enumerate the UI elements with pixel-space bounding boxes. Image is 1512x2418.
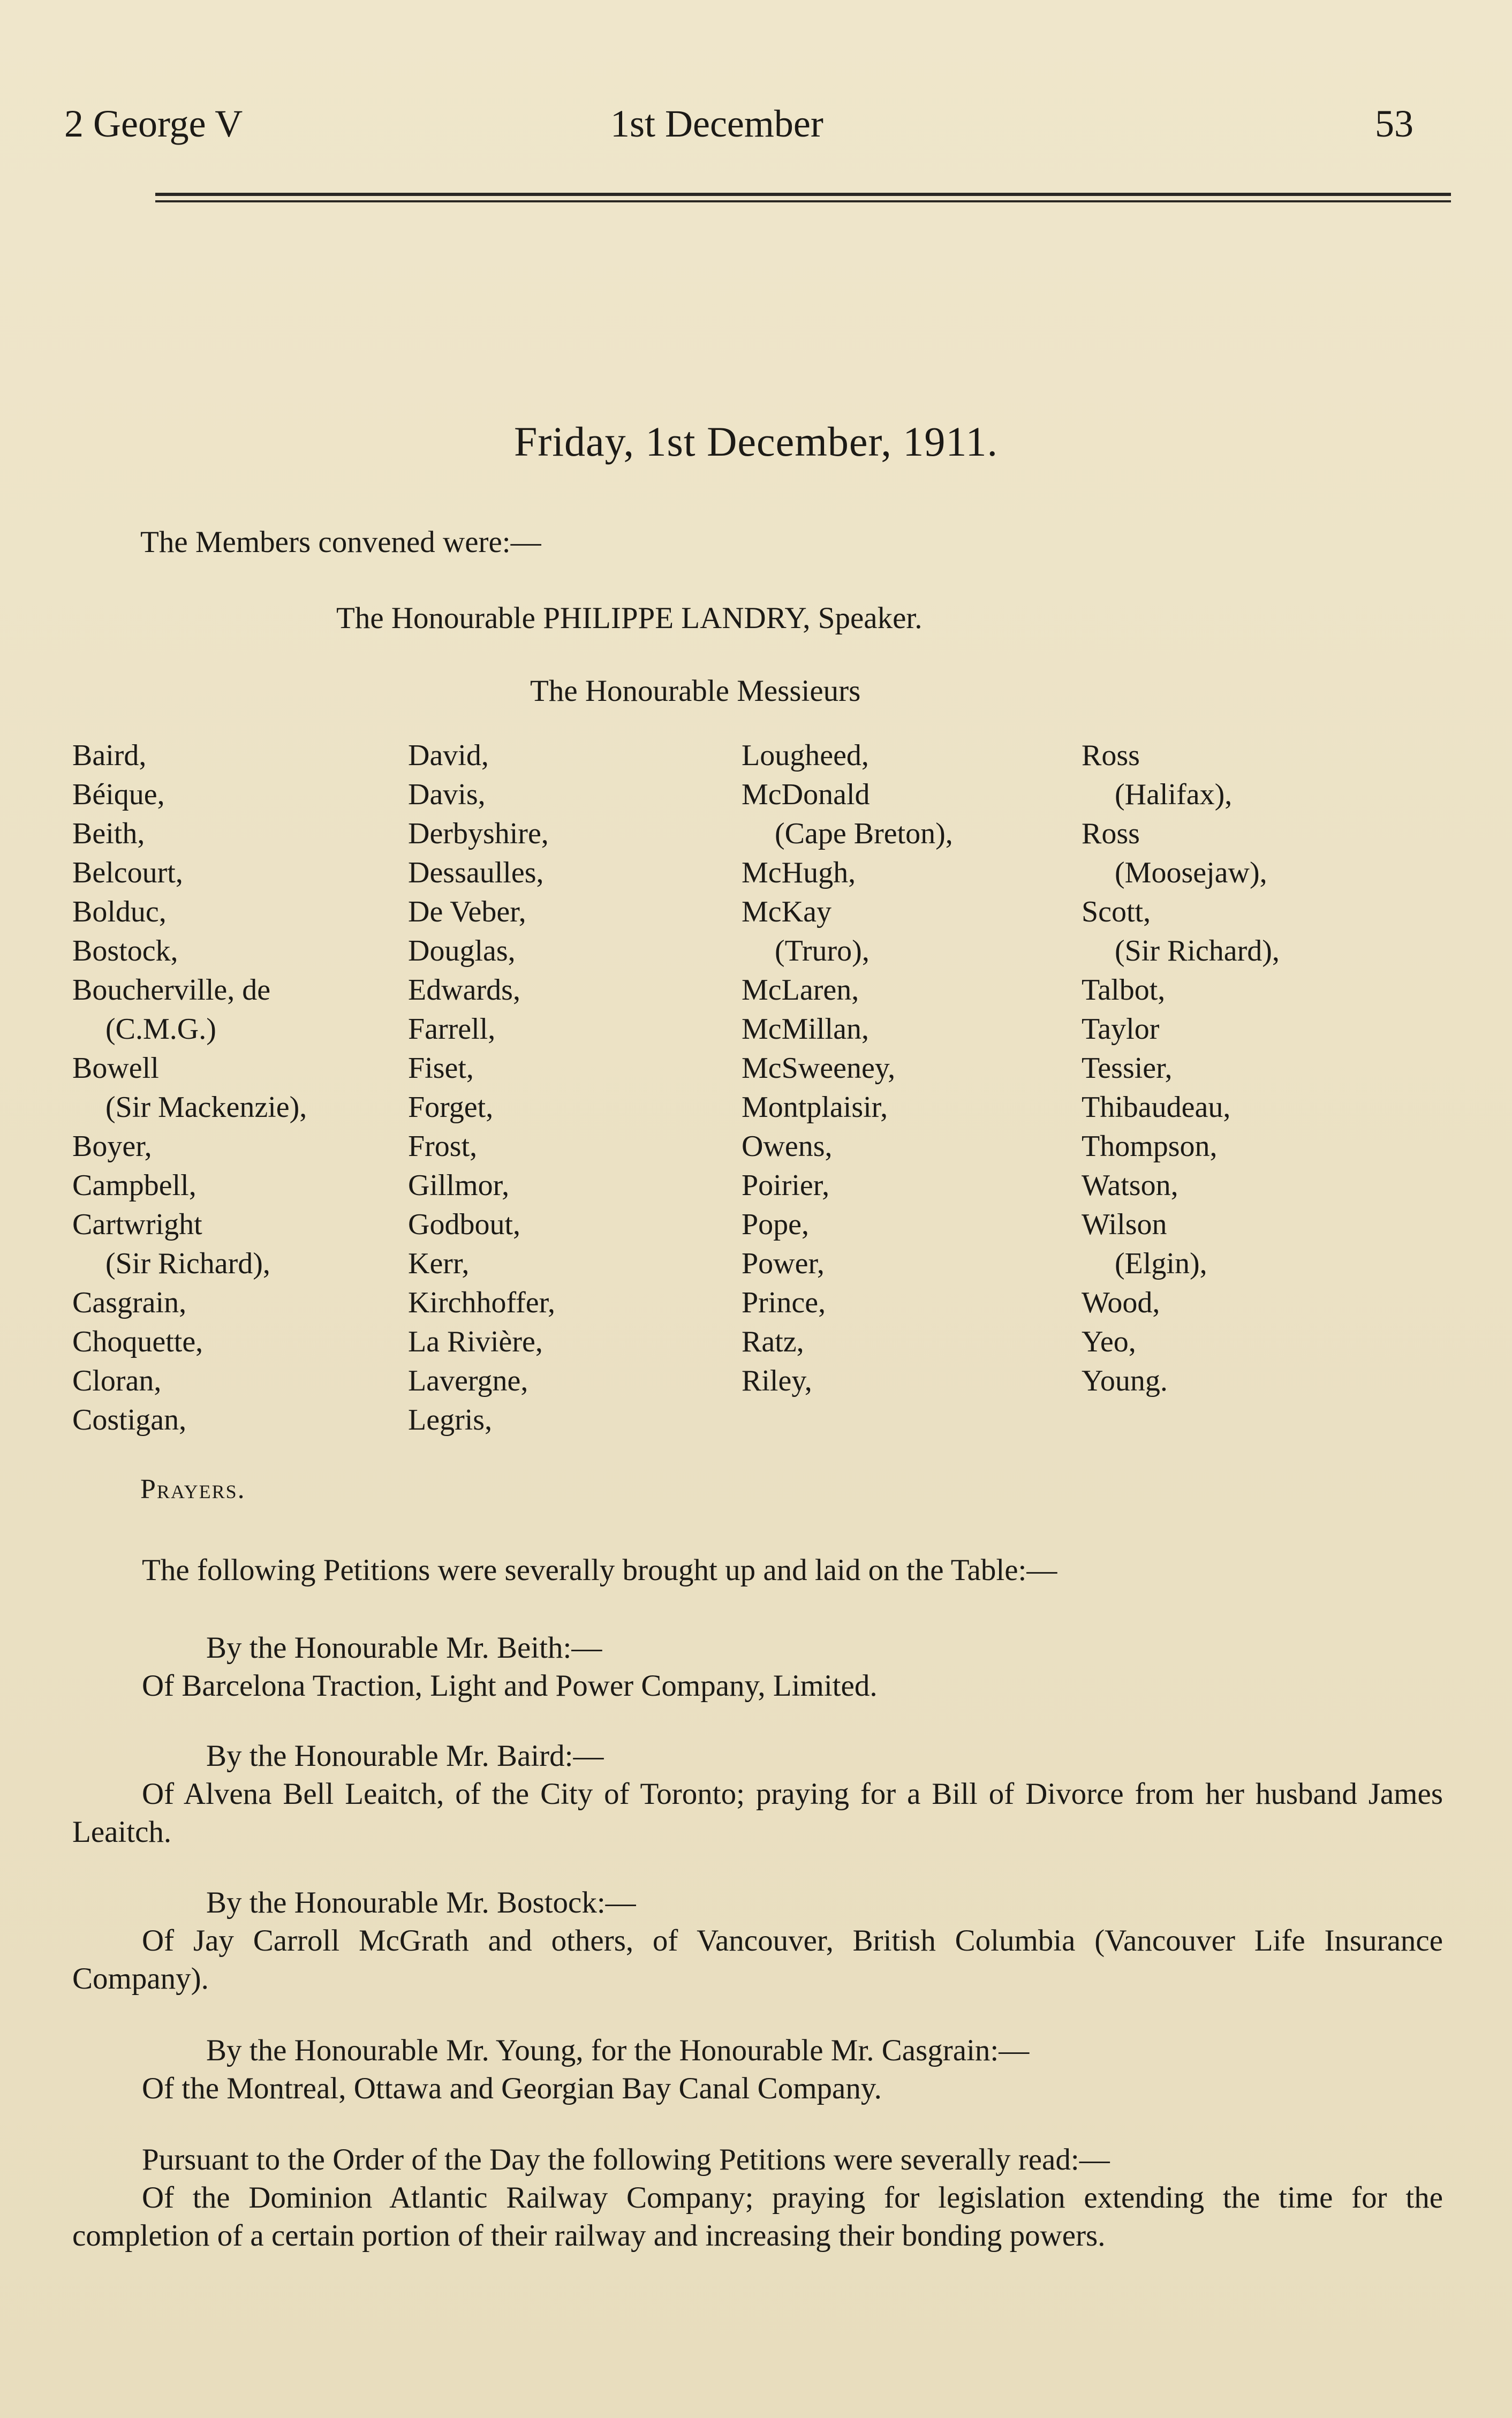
member-name: Ratz,: [742, 1325, 804, 1358]
member-name: Campbell,: [72, 1169, 196, 1202]
member-name: (Halifax),: [1115, 778, 1233, 811]
header-date: 1st December: [610, 102, 823, 145]
page-header: [64, 102, 1413, 150]
member-name: Derbyshire,: [408, 817, 549, 850]
member-name: David,: [408, 739, 489, 772]
member-name: Gillmor,: [408, 1169, 510, 1202]
members-column-4: [1082, 736, 1280, 1401]
member-name: (C.M.G.): [105, 1012, 216, 1046]
petition-baird: [72, 1737, 1443, 1851]
member-name: De Veber,: [408, 895, 526, 928]
members-column-3: [742, 736, 953, 1401]
member-name: Ross: [1082, 739, 1140, 772]
pursuant-text: Pursuant to the Order of the Day the following Petitions were severally read:—: [142, 2143, 1110, 2177]
member-name: (Sir Richard),: [1115, 934, 1280, 968]
member-name: Bostock,: [72, 934, 178, 968]
member-name: Legris,: [408, 1403, 493, 1437]
member-name: Power,: [742, 1247, 825, 1280]
member-name: Dessaulles,: [408, 856, 544, 889]
messieurs-heading: The Honourable Messieurs: [530, 674, 861, 708]
member-name: McDonald: [742, 778, 870, 811]
member-name: Ross: [1082, 817, 1140, 850]
member-name: Farrell,: [408, 1012, 496, 1046]
member-name: Choquette,: [72, 1325, 203, 1358]
member-name: Thompson,: [1082, 1130, 1218, 1163]
member-name: Young.: [1082, 1364, 1168, 1397]
member-name: McMillan,: [742, 1012, 869, 1046]
member-name: Taylor: [1082, 1012, 1160, 1046]
header-rule: [155, 193, 1451, 196]
member-name: Prince,: [742, 1286, 826, 1319]
petition-presenter: By the Honourable Mr. Beith:—: [206, 1631, 602, 1665]
member-name: Douglas,: [408, 934, 516, 968]
speaker-line: The Honourable PHILIPPE LANDRY, Speaker.: [336, 601, 923, 635]
member-name: Pope,: [742, 1208, 809, 1241]
petition-young: [72, 2031, 1443, 2107]
member-name: Bowell: [72, 1052, 159, 1085]
member-name: Talbot,: [1082, 973, 1166, 1007]
members-intro: The Members convened were:—: [140, 525, 541, 559]
header-session: 2 George V: [64, 102, 243, 145]
member-name: McSweeney,: [742, 1052, 896, 1085]
member-name: (Cape Breton),: [775, 817, 953, 850]
member-name: Edwards,: [408, 973, 520, 1007]
member-name: Boyer,: [72, 1130, 152, 1163]
member-name: Forget,: [408, 1091, 494, 1124]
member-name: Davis,: [408, 778, 486, 811]
petition-presenter: By the Honourable Mr. Young, for the Honourable Mr. Casgrain:—: [206, 2034, 1030, 2067]
member-name: Frost,: [408, 1130, 478, 1163]
member-name: McHugh,: [742, 856, 856, 889]
petitions-intro: The following Petitions were severally brought up and laid on the Table:—: [142, 1553, 1057, 1587]
page-number: 53: [1375, 102, 1413, 145]
petition-text: Of Jay Carroll McGrath and others, of Vancouver, British Columbia (Vancouver Life Insurance Company).: [72, 1924, 1443, 1996]
petition-presenter: By the Honourable Mr. Bostock:—: [206, 1886, 636, 1920]
prayers-heading: Prayers.: [140, 1474, 246, 1505]
member-name: (Sir Mackenzie),: [105, 1091, 307, 1124]
member-name: Poirier,: [742, 1169, 830, 1202]
member-name: McLaren,: [742, 973, 859, 1007]
member-name: Riley,: [742, 1364, 812, 1397]
member-name: Wood,: [1082, 1286, 1160, 1319]
member-name: (Elgin),: [1115, 1247, 1207, 1280]
member-name: Wilson: [1082, 1208, 1167, 1241]
petition-presenter: By the Honourable Mr. Baird:—: [206, 1739, 604, 1773]
member-name: Lougheed,: [742, 739, 869, 772]
member-name: Yeo,: [1082, 1325, 1136, 1358]
member-name: La Rivière,: [408, 1325, 543, 1358]
members-column-1: [72, 736, 307, 1440]
petition-bostock: [72, 1884, 1443, 1998]
header-rule-lower: [155, 200, 1451, 202]
member-name: McKay: [742, 895, 831, 928]
member-name: Lavergne,: [408, 1364, 528, 1397]
petition-beith: [72, 1629, 1443, 1705]
member-name: (Sir Richard),: [105, 1247, 270, 1280]
member-name: Owens,: [742, 1130, 833, 1163]
petition-text: Of the Montreal, Ottawa and Georgian Bay Canal Company.: [142, 2072, 882, 2105]
member-name: Godbout,: [408, 1208, 520, 1241]
member-name: Scott,: [1082, 895, 1151, 928]
member-name: Cartwright: [72, 1208, 202, 1241]
sitting-date-title: Friday, 1st December, 1911.: [513, 418, 999, 465]
dominion-petition-text: Of the Dominion Atlantic Railway Company; praying for legislation extending the time for the completion of a certain portion of their railway and increasing their bonding powers.: [72, 2181, 1443, 2253]
member-name: Cloran,: [72, 1364, 162, 1397]
members-column-2: [408, 736, 555, 1440]
petition-text: Of Barcelona Traction, Light and Power Company, Limited.: [142, 1669, 878, 1703]
pursuant-paragraph: [72, 2141, 1443, 2255]
petition-text: Of Alvena Bell Leaitch, of the City of Toronto; praying for a Bill of Divorce from her husband James Leaitch.: [72, 1777, 1443, 1849]
member-name: Tessier,: [1082, 1052, 1173, 1085]
member-name: Bolduc,: [72, 895, 167, 928]
member-name: Thibaudeau,: [1082, 1091, 1231, 1124]
member-name: (Moosejaw),: [1115, 856, 1267, 889]
member-name: Kerr,: [408, 1247, 470, 1280]
member-name: Montplaisir,: [742, 1091, 888, 1124]
member-name: Watson,: [1082, 1169, 1178, 1202]
member-name: Costigan,: [72, 1403, 187, 1437]
member-name: Baird,: [72, 739, 147, 772]
member-name: Kirchhoffer,: [408, 1286, 556, 1319]
member-name: (Truro),: [775, 934, 870, 968]
member-name: Beith,: [72, 817, 145, 850]
member-name: Béique,: [72, 778, 165, 811]
member-name: Boucherville, de: [72, 973, 271, 1007]
member-name: Fiset,: [408, 1052, 474, 1085]
member-name: Casgrain,: [72, 1286, 187, 1319]
member-name: Belcourt,: [72, 856, 183, 889]
